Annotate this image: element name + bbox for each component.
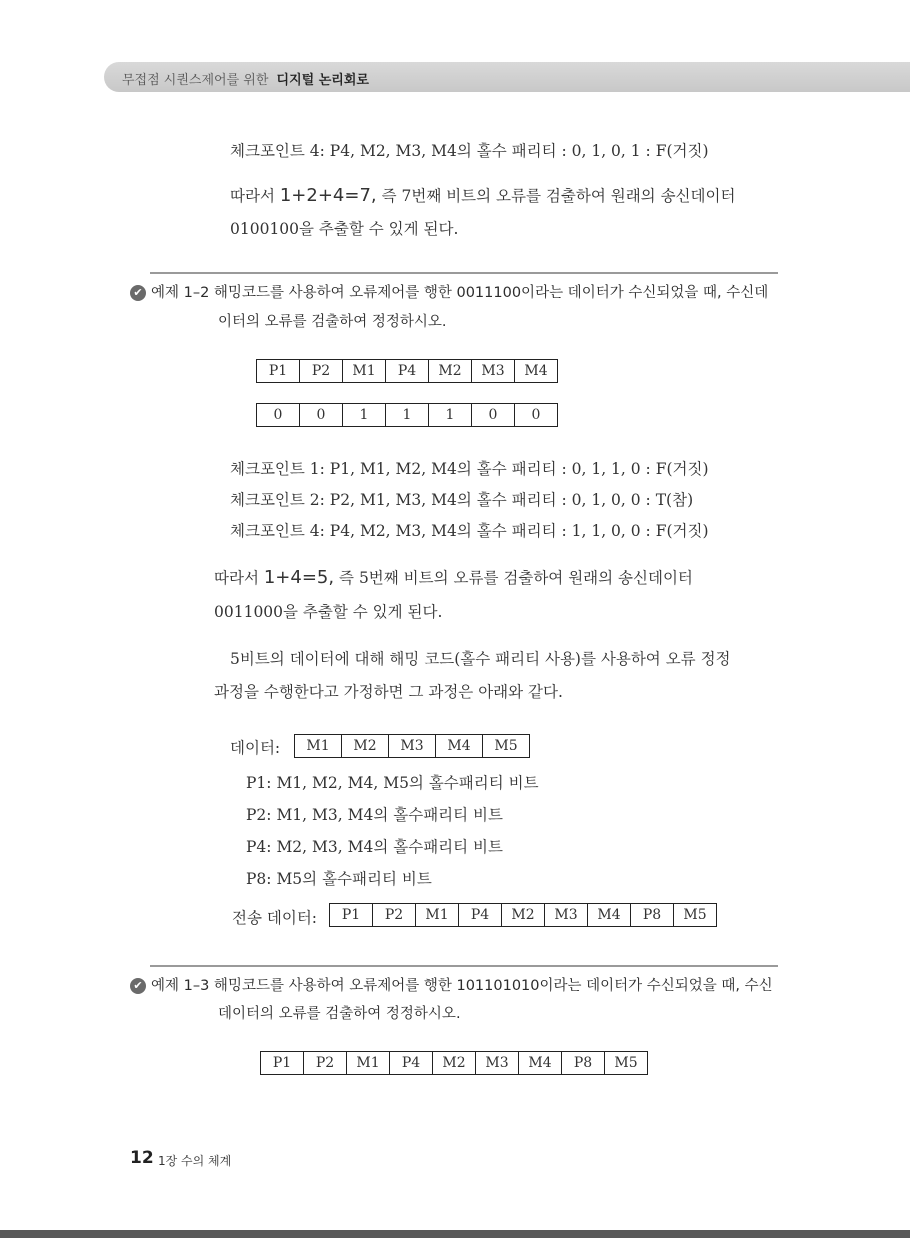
example-cell: M3 <box>476 1052 519 1074</box>
check-icon: ✔ <box>130 978 146 994</box>
running-header <box>122 69 369 88</box>
example-divider-2 <box>150 965 778 967</box>
bit-value-cell: 0 <box>531 407 541 423</box>
example-cell: P8 <box>562 1052 605 1074</box>
example-1-2-line-2: 이터의 오류를 검출하여 정정하시오. <box>218 314 447 330</box>
transmit-cell: P4 <box>459 904 502 926</box>
therefore-line-2: 0100100을 추출할 수 있게 된다. <box>230 220 459 238</box>
bit-label-cell: M4 <box>524 363 548 379</box>
therefore-line-4: 0011000을 추출할 수 있게 된다. <box>214 603 443 621</box>
therefore-prefix: 따라서 <box>230 187 275 205</box>
example-cell: P1 <box>261 1052 304 1074</box>
therefore-equation-2: 1+4=5, <box>263 567 335 588</box>
example-cell: P4 <box>390 1052 433 1074</box>
transmit-cell: P1 <box>330 904 373 926</box>
checkpoint-4-text-2: 체크포인트 4: P4, M2, M3, M4의 홀수 패리티 : 1, 1, 0, 0 : F(거짓) <box>230 522 709 540</box>
data-cell: M2 <box>342 735 389 757</box>
transmit-cell: M4 <box>588 904 631 926</box>
parity-p4-text: P4: M2, M3, M4의 홀수패리티 비트 <box>246 838 503 856</box>
bottom-bar <box>0 1230 910 1238</box>
five-bit-paragraph-line-1: 5비트의 데이터에 대해 해밍 코드(홀수 패리티 사용)를 사용하여 오류 정정 <box>230 650 731 668</box>
transmit-cell: M3 <box>545 904 588 926</box>
bit-label-row <box>256 359 558 383</box>
data-label: 데이터: <box>230 739 281 757</box>
example-1-3-line-2: 데이터의 오류를 검출하여 정정하시오. <box>218 1006 461 1022</box>
series-title: 무접점 시퀀스제어를 위한 <box>122 73 269 88</box>
therefore-suffix: 즉 7번째 비트의 오류를 검출하여 원래의 송신데이터 <box>381 187 736 205</box>
transmit-cell: M1 <box>416 904 459 926</box>
bit-value-cell: 0 <box>257 404 300 426</box>
transmit-cell: M2 <box>502 904 545 926</box>
bit-value-cell: 1 <box>429 404 472 426</box>
data-cell: M4 <box>436 735 483 757</box>
therefore-equation: 1+2+4=7, <box>279 185 377 206</box>
bit-value-cell: 1 <box>343 404 386 426</box>
therefore-line-3 <box>214 568 693 588</box>
data-cell: M5 <box>494 738 518 754</box>
therefore-suffix-2: 즉 5번째 비트의 오류를 검출하여 원래의 송신데이터 <box>339 569 693 587</box>
example-cell: M4 <box>519 1052 562 1074</box>
checkpoint-2-text: 체크포인트 2: P2, M1, M3, M4의 홀수 패리티 : 0, 1, 0, 0 : T(참) <box>230 491 694 509</box>
example-divider <box>150 272 778 274</box>
page-number: 12 <box>130 1148 154 1168</box>
bit-value-row <box>256 403 558 427</box>
example-cell: P2 <box>304 1052 347 1074</box>
bit-label-cell: P4 <box>386 360 429 382</box>
bit-label-cell: M1 <box>343 360 386 382</box>
example-1-3-cells-row <box>260 1051 648 1075</box>
checkpoint-4-text: 체크포인트 4: P4, M2, M3, M4의 홀수 패리티 : 0, 1, 0, 1 : F(거짓) <box>230 142 709 160</box>
bit-label-cell: P1 <box>257 360 300 382</box>
data-cells-row <box>294 734 530 758</box>
data-cell: M3 <box>389 735 436 757</box>
five-bit-paragraph-line-2: 과정을 수행한다고 가정하면 그 과정은 아래와 같다. <box>214 683 563 701</box>
data-cell: M1 <box>295 735 342 757</box>
example-cell: M2 <box>433 1052 476 1074</box>
therefore-prefix-2: 따라서 <box>214 569 259 587</box>
bit-value-cell: 0 <box>300 404 343 426</box>
transmit-cell: P2 <box>373 904 416 926</box>
bit-label-cell: M2 <box>429 360 472 382</box>
parity-p8-text: P8: M5의 홀수패리티 비트 <box>246 870 432 888</box>
example-1-3-line-1: 예제 1–3 해밍코드를 사용하여 오류제어를 행한 101101010이라는 데이터가 수신되었을 때, 수신 <box>151 978 773 994</box>
bit-value-cell: 0 <box>472 404 515 426</box>
parity-p2-text: P2: M1, M3, M4의 홀수패리티 비트 <box>246 806 503 824</box>
transmit-data-label: 전송 데이터: <box>232 909 318 927</box>
example-1-2-line-1: 예제 1–2 해밍코드를 사용하여 오류제어를 행한 0011100이라는 데이터가 수신되었을 때, 수신데 <box>151 285 769 301</box>
example-cell: M5 <box>614 1055 638 1071</box>
bit-label-cell: P2 <box>300 360 343 382</box>
check-icon: ✔ <box>130 285 146 301</box>
bit-label-cell: M3 <box>472 360 515 382</box>
transmit-cell: P8 <box>631 904 674 926</box>
checkpoint-1-text: 체크포인트 1: P1, M1, M2, M4의 홀수 패리티 : 0, 1, 1, 0 : F(거짓) <box>230 460 709 478</box>
transmit-cells-row <box>329 903 717 927</box>
book-title: 디지털 논리회로 <box>276 73 369 88</box>
transmit-cell: M5 <box>683 907 707 923</box>
parity-p1-text: P1: M1, M2, M4, M5의 홀수패리티 비트 <box>246 774 539 792</box>
bit-value-cell: 1 <box>386 404 429 426</box>
therefore-line-1 <box>230 186 735 206</box>
example-cell: M1 <box>347 1052 390 1074</box>
chapter-label: 1장 수의 체계 <box>158 1154 232 1168</box>
